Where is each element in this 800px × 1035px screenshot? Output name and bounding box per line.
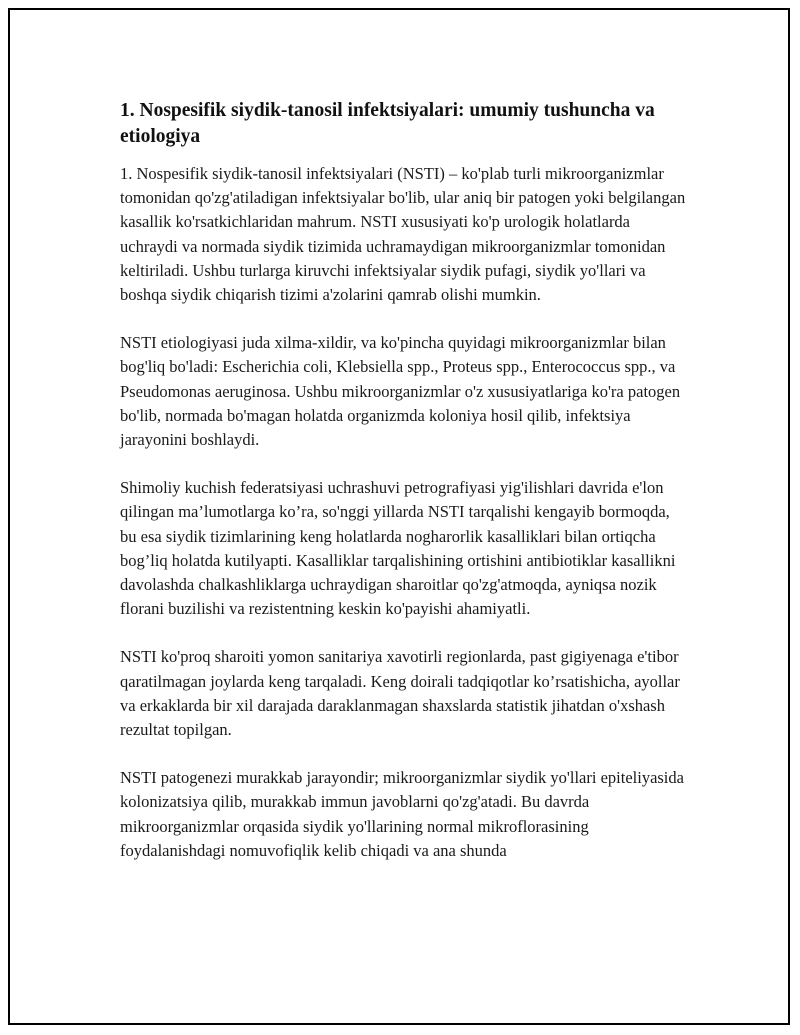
section-heading: 1. Nospesifik siydik-tanosil infektsiyalari: umumiy tushuncha va etiologiya xyxy=(120,100,655,147)
paragraph-1: 1. Nospesifik siydik-tanosil infektsiyalari (NSTI) – ko'plab turli mikroorganizmlar tomonidan qo'zg'atiladigan infektsiyalar bo'lib, ular aniq bir patogen yoki belgilangan kasallik ko'rsatkichlaridan mahrum. NSTI xususiyati ko'p urologik holatlarda uchraydi va normada siydik tizimida uchramaydigan mikroorganizmlar tomonidan keltiriladi. Ushbu turlarga kiruvchi infektsiyalar siydik pufagi, siydik yo'llari va boshqa siydik chiqarish tizimi a'zolarini qamrab olishi mumkin. xyxy=(120,164,686,305)
paragraph-3: Shimoliy kuchish federatsiyasi uchrashuvi petrografiyasi yig'ilishlari davrida e'lon qilingan ma’lumotlarga ko’ra, so'nggi yillarda NSTI tarqalishi kengayib bormoqda, bu esa siydik tizimlarining keng holatlarda nogharorlik kasalliklari bilan ortiqcha bog’liq holatda kutilyapti. Kasalliklar tarqalishining ortishini antibiotiklar kasallikni davolashda chalkashliklarga uchraydigan sharoitlar qo'zg'atmoqda, ayniqsa nozik florani buzilishi va rezistentning keskin ko'payishi ahamiyatli. xyxy=(120,478,676,619)
paragraph-4: NSTI ko'proq sharoiti yomon sanitariya xavotirli regionlarda, past gigiyenaga e'tibor qaratilmagan joylarda keng tarqaladi. Keng doirali tadqiqotlar ko’rsatishicha, ayollar va erkaklarda bir xil darajada daraklanmagan shaxslarda statistik jihatdan o'xshash rezultat topilgan. xyxy=(120,647,680,740)
document-body xyxy=(120,98,690,887)
paragraph-2: NSTI etiologiyasi juda xilma-xildir, va ko'pincha quyidagi mikroorganizmlar bilan bog'liq bo'ladi: Escherichia coli, Klebsiella spp., Proteus spp., Enterococcus spp., va Pseudomonas aeruginosa. Ushbu mikroorganizmlar o'z xususiyatlariga ko'ra patogen bo'lib, normada bo'magan holatda organizmda koloniya hosil qilib, infektsiya jarayonini boshlaydi. xyxy=(120,333,681,450)
page-frame xyxy=(8,8,790,1025)
paragraph-5: NSTI patogenezi murakkab jarayondir; mikroorganizmlar siydik yo'llari epiteliyasida kolonizatsiya qilib, murakkab immun javoblarni qo'zg'atadi. Bu davrda mikroorganizmlar orqasida siydik yo'llarining normal mikroflorasining foydalanishdagi nomuvofiqlik kelib chiqadi va ana shunda xyxy=(120,768,684,860)
